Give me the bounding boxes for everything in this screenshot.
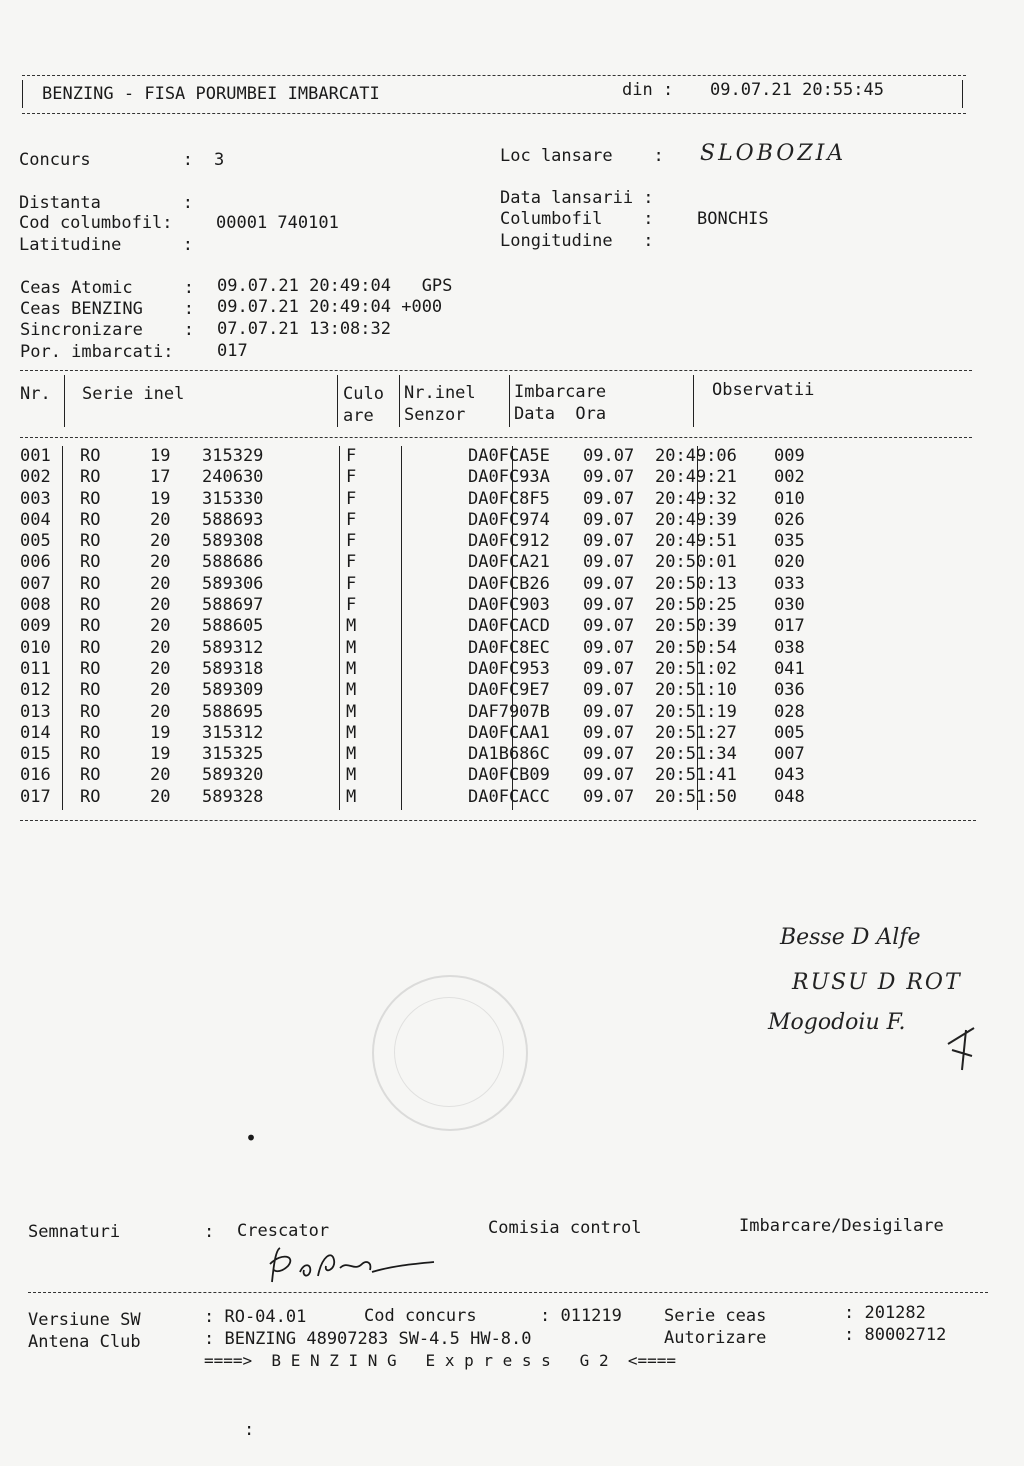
cell-senzor: DA0FC8F5 bbox=[468, 488, 550, 509]
cod-concurs-label: Cod concurs bbox=[364, 1306, 477, 1326]
cod-concurs-value: : 011219 bbox=[540, 1306, 622, 1326]
cell-nr: 009 bbox=[20, 616, 51, 637]
cell-data: 09.07 bbox=[583, 467, 635, 488]
cell-an: 20 bbox=[150, 658, 171, 679]
cell-nr: 014 bbox=[20, 722, 51, 743]
cell-an: 20 bbox=[150, 701, 171, 722]
cell-tara: RO bbox=[80, 616, 101, 637]
col-divider bbox=[399, 375, 400, 427]
cell-data: 09.07 bbox=[583, 446, 635, 466]
cell-ora: 20:51:10 bbox=[655, 680, 737, 701]
cell-nr: 003 bbox=[20, 488, 51, 509]
table-row bbox=[20, 616, 834, 637]
din-label: din : bbox=[622, 80, 674, 100]
cell-inel: 589308 bbox=[202, 531, 264, 552]
table-row bbox=[20, 680, 834, 701]
cell-nr: 015 bbox=[20, 744, 51, 765]
cell-sex: M bbox=[346, 786, 357, 807]
cell-an: 20 bbox=[150, 680, 171, 701]
cell-an: 20 bbox=[150, 509, 171, 530]
table-header-rule bbox=[20, 437, 972, 438]
concurs-label: Concurs : bbox=[19, 150, 193, 170]
cell-tara: RO bbox=[80, 488, 101, 509]
cell-culoare bbox=[402, 765, 464, 786]
cell-nr: 001 bbox=[20, 446, 51, 466]
cell-an: 19 bbox=[150, 744, 171, 765]
cell-sex: F bbox=[346, 573, 357, 594]
table-row bbox=[20, 446, 834, 467]
cell-tara: RO bbox=[80, 552, 101, 573]
cell-inel: 315330 bbox=[202, 488, 264, 509]
cell-tara: RO bbox=[80, 573, 101, 594]
cell-sex: F bbox=[346, 467, 357, 488]
sincronizare-label: Sincronizare : bbox=[20, 320, 194, 340]
cell-data: 09.07 bbox=[583, 616, 635, 637]
table-row bbox=[20, 723, 834, 744]
cell-nr: 006 bbox=[20, 552, 51, 573]
header-culoare-2: are bbox=[343, 406, 374, 426]
cell-senzor: DA0FC8EC bbox=[468, 637, 550, 658]
cell-tara: RO bbox=[80, 744, 101, 765]
cell-senzor: DAF7907B bbox=[468, 701, 550, 722]
cell-culoare bbox=[402, 446, 464, 467]
cell-tara: RO bbox=[80, 637, 101, 658]
cell-sex: F bbox=[346, 552, 357, 573]
cell-culoare bbox=[402, 723, 464, 744]
table-row bbox=[20, 702, 834, 723]
cell-culoare bbox=[402, 489, 464, 510]
cell-data: 09.07 bbox=[583, 488, 635, 509]
cell-sex: M bbox=[346, 701, 357, 722]
cell-nr: 010 bbox=[20, 637, 51, 658]
cell-data: 09.07 bbox=[583, 722, 635, 743]
table-row bbox=[20, 489, 834, 510]
handwritten-name-2: RUSU D ROT bbox=[792, 970, 962, 995]
antena-club-value: : BENZING 48907283 SW-4.5 HW-8.0 bbox=[204, 1329, 532, 1349]
sincronizare-value: 07.07.21 13:08:32 bbox=[217, 319, 391, 339]
versiune-sw-label: Versiune SW bbox=[28, 1310, 141, 1330]
cell-data: 09.07 bbox=[583, 552, 635, 573]
comisia-control-label: Comisia control bbox=[488, 1218, 642, 1238]
cell-sex: F bbox=[346, 531, 357, 552]
cell-data: 09.07 bbox=[583, 786, 635, 807]
cell-sex: M bbox=[346, 616, 357, 637]
cell-culoare bbox=[402, 680, 464, 701]
header-nr: Nr. bbox=[20, 384, 51, 404]
footer-rule bbox=[28, 1292, 988, 1293]
cell-obs: 020 bbox=[774, 552, 805, 573]
crescator-signature bbox=[262, 1242, 442, 1292]
cell-culoare bbox=[402, 744, 464, 765]
header-culoare-1: Culo bbox=[343, 384, 384, 404]
ceas-atomic-label: Ceas Atomic : bbox=[20, 278, 194, 298]
club-stamp bbox=[372, 975, 528, 1131]
ceas-benzing-value: 09.07.21 20:49:04 +000 bbox=[217, 297, 443, 317]
cell-an: 20 bbox=[150, 573, 171, 594]
cell-an: 19 bbox=[150, 722, 171, 743]
col-divider bbox=[337, 375, 338, 427]
cell-data: 09.07 bbox=[583, 573, 635, 594]
table-row bbox=[20, 552, 834, 573]
cell-culoare bbox=[402, 467, 464, 488]
cell-culoare bbox=[402, 510, 464, 531]
cell-obs: 010 bbox=[774, 488, 805, 509]
cell-sex: M bbox=[346, 658, 357, 679]
cell-sex: M bbox=[346, 765, 357, 786]
cell-inel: 588693 bbox=[202, 509, 264, 530]
cell-nr: 011 bbox=[20, 658, 51, 679]
header-nr-inel: Nr.inel bbox=[404, 383, 476, 403]
cell-senzor: DA1B686C bbox=[468, 744, 550, 765]
cell-ora: 20:51:50 bbox=[655, 786, 737, 807]
longitudine-label: Longitudine : bbox=[500, 231, 654, 251]
cell-data: 09.07 bbox=[583, 637, 635, 658]
cell-tara: RO bbox=[80, 701, 101, 722]
cell-ora: 20:51:27 bbox=[655, 722, 737, 743]
serie-ceas-label: Serie ceas bbox=[664, 1306, 767, 1326]
table-row bbox=[20, 595, 834, 616]
handwritten-name-3: Mogodoiu F. bbox=[768, 1010, 906, 1035]
cell-ora: 20:51:02 bbox=[655, 658, 737, 679]
header-bottom-rule bbox=[22, 113, 966, 114]
handwritten-name-1: Besse D Alfe bbox=[780, 925, 921, 950]
col-divider bbox=[64, 375, 65, 427]
table-row bbox=[20, 765, 834, 786]
cell-an: 20 bbox=[150, 531, 171, 552]
cell-an: 20 bbox=[150, 765, 171, 786]
cell-inel: 589312 bbox=[202, 637, 264, 658]
cell-obs: 048 bbox=[774, 786, 805, 807]
table-top-rule bbox=[20, 370, 972, 371]
cell-data: 09.07 bbox=[583, 658, 635, 679]
cod-columbofil-value: 00001 740101 bbox=[216, 213, 339, 233]
cell-data: 09.07 bbox=[583, 765, 635, 786]
cell-obs: 041 bbox=[774, 658, 805, 679]
cell-tara: RO bbox=[80, 658, 101, 679]
cell-inel: 588697 bbox=[202, 595, 264, 616]
antena-club-label: Antena Club bbox=[28, 1332, 141, 1352]
cell-ora: 20:50:25 bbox=[655, 595, 737, 616]
autorizare-label: Autorizare bbox=[664, 1328, 767, 1348]
cell-inel: 588686 bbox=[202, 552, 264, 573]
cell-sex: M bbox=[346, 680, 357, 701]
cell-senzor: DA0FC903 bbox=[468, 595, 550, 616]
cell-nr: 005 bbox=[20, 531, 51, 552]
cell-sex: M bbox=[346, 744, 357, 765]
cell-tara: RO bbox=[80, 467, 101, 488]
header-observatii: Observatii bbox=[712, 380, 815, 400]
cell-inel: 589320 bbox=[202, 765, 264, 786]
cell-obs: 033 bbox=[774, 573, 805, 594]
cell-an: 20 bbox=[150, 786, 171, 807]
handwritten-mark bbox=[944, 1020, 980, 1076]
cell-nr: 004 bbox=[20, 509, 51, 530]
table-row bbox=[20, 638, 834, 659]
cell-obs: 030 bbox=[774, 595, 805, 616]
cell-obs: 035 bbox=[774, 531, 805, 552]
versiune-sw-value: : RO-04.01 bbox=[204, 1307, 307, 1327]
cell-ora: 20:51:41 bbox=[655, 765, 737, 786]
cell-inel: 315329 bbox=[202, 446, 264, 466]
cell-obs: 028 bbox=[774, 701, 805, 722]
cell-sex: F bbox=[346, 446, 357, 466]
cell-culoare bbox=[402, 616, 464, 637]
cell-obs: 038 bbox=[774, 637, 805, 658]
table-row bbox=[20, 467, 834, 488]
cell-obs: 005 bbox=[774, 722, 805, 743]
cell-sex: M bbox=[346, 637, 357, 658]
cell-obs: 036 bbox=[774, 680, 805, 701]
latitudine-label: Latitudine : bbox=[19, 235, 193, 255]
cell-data: 09.07 bbox=[583, 744, 635, 765]
cell-ora: 20:50:39 bbox=[655, 616, 737, 637]
cell-obs: 002 bbox=[774, 467, 805, 488]
cell-senzor: DA0FCACD bbox=[468, 616, 550, 637]
distanta-label: Distanta : bbox=[19, 193, 193, 213]
table-row bbox=[20, 510, 834, 531]
cell-an: 20 bbox=[150, 616, 171, 637]
semnaturi-label: Semnaturi bbox=[28, 1222, 121, 1242]
cell-nr: 016 bbox=[20, 765, 51, 786]
cell-nr: 013 bbox=[20, 701, 51, 722]
cell-culoare bbox=[402, 702, 464, 723]
cell-culoare bbox=[402, 595, 464, 616]
cell-data: 09.07 bbox=[583, 531, 635, 552]
speck: • bbox=[245, 1126, 258, 1150]
cell-an: 20 bbox=[150, 637, 171, 658]
cell-senzor: DA0FC93A bbox=[468, 467, 550, 488]
cell-inel: 315312 bbox=[202, 722, 264, 743]
data-lansarii-label: Data lansarii : bbox=[500, 188, 654, 208]
cell-inel: 315325 bbox=[202, 744, 264, 765]
cell-tara: RO bbox=[80, 680, 101, 701]
cell-ora: 20:49:32 bbox=[655, 488, 737, 509]
cell-obs: 043 bbox=[774, 765, 805, 786]
cell-inel: 589306 bbox=[202, 573, 264, 594]
header-right-border bbox=[962, 80, 963, 108]
cell-culoare bbox=[402, 531, 464, 552]
header-imbarcare: Imbarcare bbox=[514, 382, 607, 402]
serie-ceas-value: : 201282 bbox=[844, 1303, 926, 1323]
cell-data: 09.07 bbox=[583, 701, 635, 722]
cell-sex: F bbox=[346, 509, 357, 530]
cell-an: 19 bbox=[150, 488, 171, 509]
cell-data: 09.07 bbox=[583, 680, 635, 701]
por-imbarcati-label: Por. imbarcati: bbox=[20, 342, 174, 362]
cell-tara: RO bbox=[80, 531, 101, 552]
cell-tara: RO bbox=[80, 786, 101, 807]
cell-obs: 026 bbox=[774, 509, 805, 530]
ceas-atomic-value: 09.07.21 20:49:04 GPS bbox=[217, 276, 453, 296]
cell-ora: 20:49:06 bbox=[655, 446, 737, 466]
pigeon-table bbox=[20, 446, 834, 808]
cell-nr: 008 bbox=[20, 595, 51, 616]
cell-an: 20 bbox=[150, 595, 171, 616]
cell-obs: 017 bbox=[774, 616, 805, 637]
cell-inel: 589309 bbox=[202, 680, 264, 701]
cell-sex: F bbox=[346, 488, 357, 509]
crescator-label: Crescator bbox=[237, 1221, 330, 1241]
concurs-value: 3 bbox=[214, 150, 225, 170]
semnaturi-colon: : bbox=[204, 1222, 215, 1242]
cell-culoare bbox=[402, 787, 464, 808]
cell-sex: M bbox=[346, 722, 357, 743]
cell-culoare bbox=[402, 638, 464, 659]
table-row bbox=[20, 744, 834, 765]
benzing-banner: ====> B E N Z I N G E x p r e s s G 2 <==== bbox=[204, 1351, 677, 1370]
header-data-ora: Data Ora bbox=[514, 404, 607, 424]
imbarcare-desigilare-label: Imbarcare/Desigilare bbox=[739, 1216, 944, 1236]
cell-an: 19 bbox=[150, 446, 171, 466]
cell-tara: RO bbox=[80, 595, 101, 616]
header-left-border bbox=[22, 80, 23, 108]
cell-senzor: DA0FCB09 bbox=[468, 765, 550, 786]
columbofil-value: BONCHIS bbox=[697, 209, 769, 229]
din-timestamp: 09.07.21 20:55:45 bbox=[710, 80, 884, 100]
cell-ora: 20:51:19 bbox=[655, 701, 737, 722]
cell-nr: 017 bbox=[20, 786, 51, 807]
cell-nr: 007 bbox=[20, 573, 51, 594]
cell-culoare bbox=[402, 552, 464, 573]
cell-culoare bbox=[402, 574, 464, 595]
header-senzor: Senzor bbox=[404, 405, 466, 425]
cell-inel: 589328 bbox=[202, 786, 264, 807]
speck: : bbox=[244, 1420, 255, 1440]
cell-ora: 20:50:54 bbox=[655, 637, 737, 658]
ceas-benzing-label: Ceas BENZING : bbox=[20, 299, 194, 319]
cell-inel: 588605 bbox=[202, 616, 264, 637]
cell-senzor: DA0FC974 bbox=[468, 509, 550, 530]
cell-inel: 240630 bbox=[202, 467, 264, 488]
cell-tara: RO bbox=[80, 509, 101, 530]
cell-senzor: DA0FCAA1 bbox=[468, 722, 550, 743]
cell-ora: 20:49:39 bbox=[655, 509, 737, 530]
loc-lansare-handwritten: SLOBOZIA bbox=[700, 141, 847, 166]
cod-columbofil-label: Cod columbofil: bbox=[19, 213, 173, 233]
cell-senzor: DA0FCA21 bbox=[468, 552, 550, 573]
cell-tara: RO bbox=[80, 722, 101, 743]
cell-inel: 589318 bbox=[202, 658, 264, 679]
cell-nr: 002 bbox=[20, 467, 51, 488]
header-serie-inel: Serie inel bbox=[82, 384, 185, 404]
cell-ora: 20:50:13 bbox=[655, 573, 737, 594]
cell-an: 20 bbox=[150, 552, 171, 573]
cell-nr: 012 bbox=[20, 680, 51, 701]
cell-an: 17 bbox=[150, 467, 171, 488]
cell-sex: F bbox=[346, 595, 357, 616]
cell-ora: 20:49:21 bbox=[655, 467, 737, 488]
cell-culoare bbox=[402, 659, 464, 680]
cell-data: 09.07 bbox=[583, 509, 635, 530]
cell-senzor: DA0FCACC bbox=[468, 786, 550, 807]
table-row bbox=[20, 531, 834, 552]
col-divider bbox=[509, 375, 510, 427]
cell-ora: 20:49:51 bbox=[655, 531, 737, 552]
cell-ora: 20:50:01 bbox=[655, 552, 737, 573]
cell-senzor: DA0FCA5E bbox=[468, 446, 550, 466]
cell-tara: RO bbox=[80, 446, 101, 466]
cell-tara: RO bbox=[80, 765, 101, 786]
header-top-rule bbox=[22, 75, 966, 76]
cell-ora: 20:51:34 bbox=[655, 744, 737, 765]
autorizare-value: : 80002712 bbox=[844, 1325, 947, 1345]
cell-obs: 007 bbox=[774, 744, 805, 765]
page-title: BENZING - FISA PORUMBEI IMBARCATI bbox=[42, 84, 380, 104]
table-row bbox=[20, 659, 834, 680]
cell-data: 09.07 bbox=[583, 595, 635, 616]
table-row bbox=[20, 787, 834, 808]
table-bottom-rule bbox=[20, 820, 976, 821]
col-divider bbox=[693, 375, 694, 427]
cell-obs: 009 bbox=[774, 446, 805, 466]
table-row bbox=[20, 574, 834, 595]
cell-senzor: DA0FCB26 bbox=[468, 573, 550, 594]
loc-lansare-label: Loc lansare : bbox=[500, 146, 664, 166]
cell-senzor: DA0FC912 bbox=[468, 531, 550, 552]
columbofil-label: Columbofil : bbox=[500, 209, 654, 229]
cell-senzor: DA0FC953 bbox=[468, 658, 550, 679]
cell-inel: 588695 bbox=[202, 701, 264, 722]
cell-senzor: DA0FC9E7 bbox=[468, 680, 550, 701]
por-imbarcati-value: 017 bbox=[217, 341, 248, 361]
